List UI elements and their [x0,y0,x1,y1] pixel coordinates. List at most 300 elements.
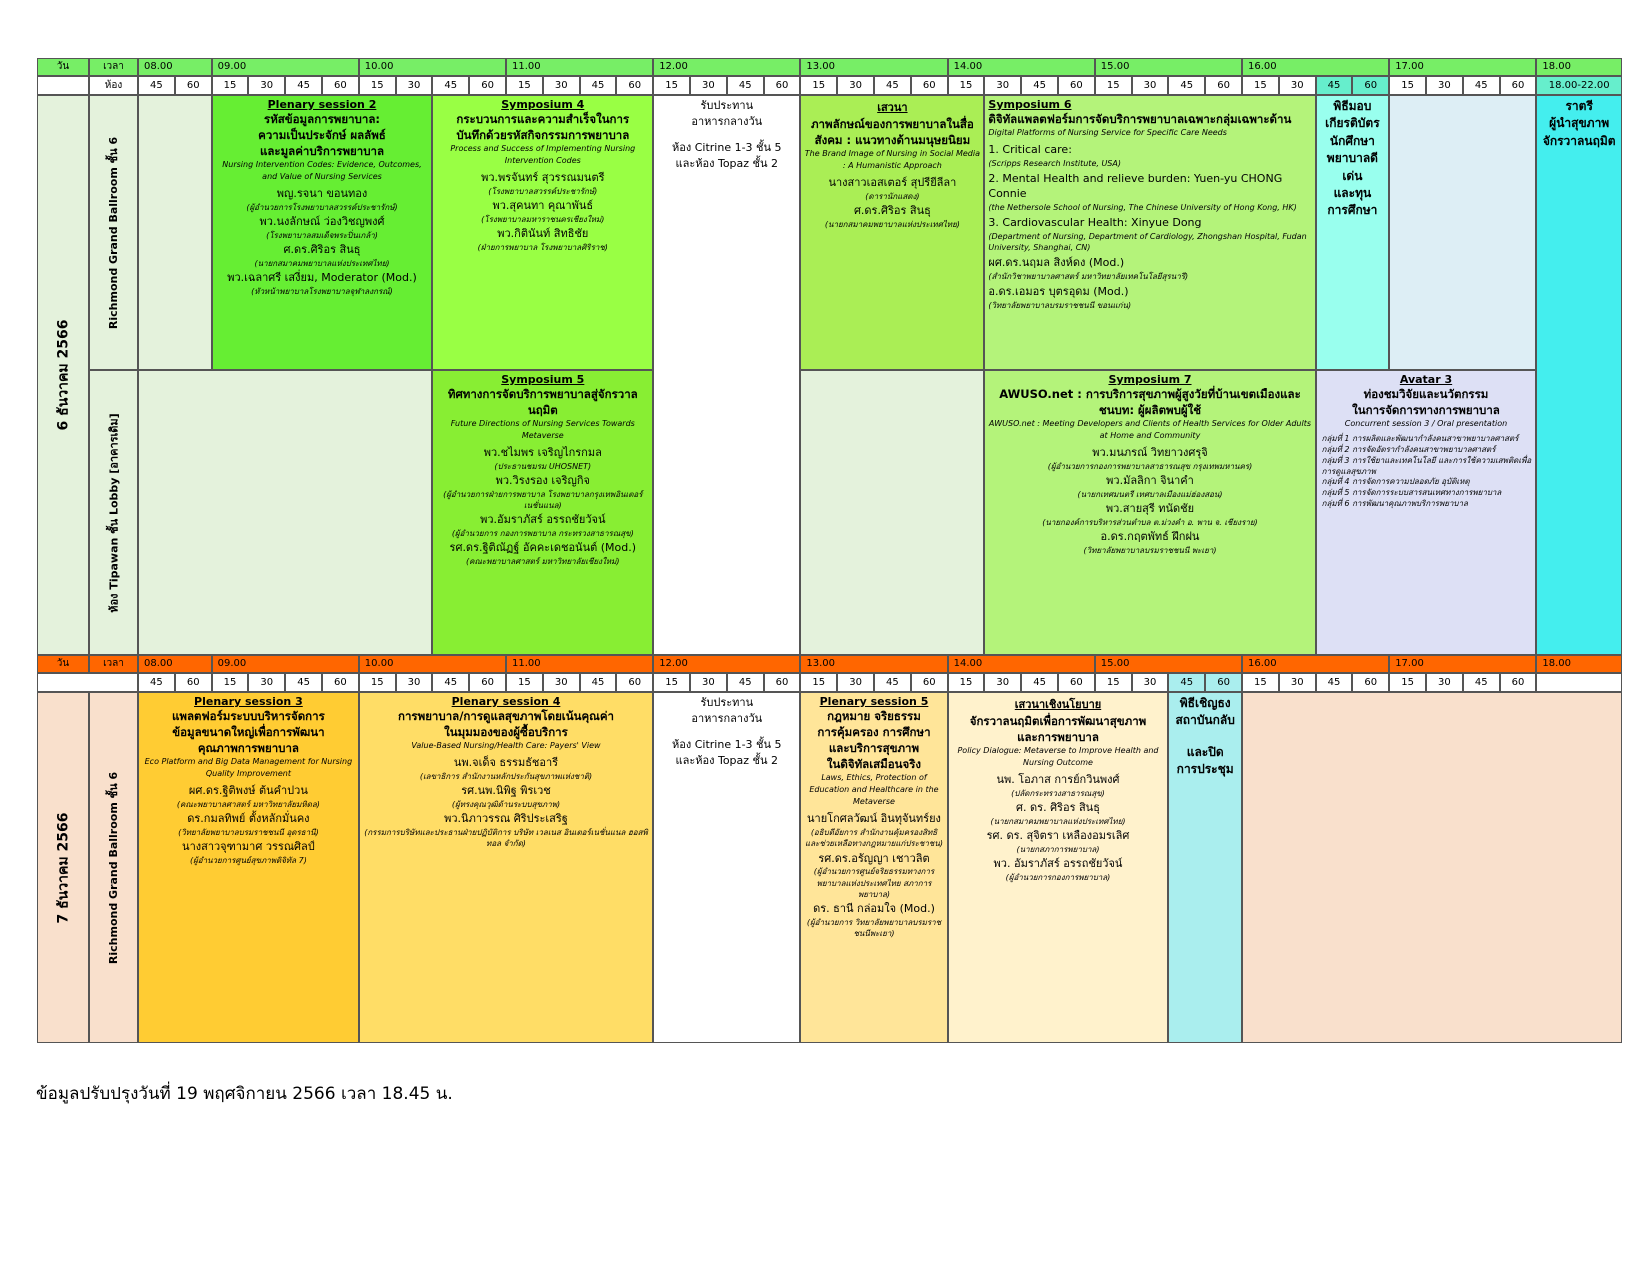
symposium-6 [984,95,1315,370]
minute-cell [1168,673,1205,692]
session-thai-title: ในมุมมองของผู้ซื้อบริการ [444,725,568,740]
speaker-affiliation: (นายกองค์การบริหารส่วนตำบล ต.ม่วงคำ อ. พาน จ. เชียงราย) [1042,518,1258,528]
lunch-day1 [653,95,800,655]
speaker-affiliation: (ผู้อำนวยการโรงพยาบาลสวรรค์ประชารักษ์) [246,203,398,213]
minute-cell [1352,76,1389,95]
minute-label: 60 [1364,676,1378,688]
speaker-affiliation: (สำนักวิชาพยาบาลศาสตร์ มหาวิทยาลัยเทคโนโลยีสุรนารี) [988,272,1189,282]
minute-cell [1463,673,1500,692]
lunch-text: อาหารกลางวัน [691,711,763,725]
minute-cell [1279,76,1316,95]
minute-label: 30 [1143,676,1157,688]
hour-label: 13.00 [806,61,836,72]
minute-cell [1279,673,1316,692]
oral-group: กลุ่มที่ 3 การใช้ยาและเทคโนโลยี และการใช้ความเสพติดเพื่อการดูแลสุขภาพ [1321,455,1532,476]
session-thai-title: รหัสข้อมูลการพยาบาล: [264,112,380,126]
session-thai-title: ข้อมูลขนาดใหญ่เพื่อการพัฒนา [172,725,325,740]
award-text: นักศึกษา [1329,133,1375,148]
lunch-day2 [653,692,800,1043]
speaker-name: พว.นิภาวรรณ ศิริประเสริฐ [444,812,568,826]
minute-cell [580,76,617,95]
empty-slot [138,370,432,655]
minute-label: 45 [738,79,752,91]
hour-label: 10.00 [364,61,394,72]
minute-label: 30 [407,676,421,688]
minute-label: 15 [959,79,973,91]
hour-cell [800,655,947,673]
hour-cell [948,655,1095,673]
minute-cell [1095,76,1132,95]
lunch-text: อาหารกลางวัน [691,114,763,128]
minute-cell [359,673,396,692]
speaker-name: 1. Critical care: [988,143,1072,157]
minute-cell [690,76,727,95]
hour-label: 16.00 [1248,658,1277,669]
minute-label: 45 [738,676,752,688]
minute-label: 60 [628,676,642,688]
minute-cell [138,76,175,95]
minute-label: 15 [812,79,826,91]
day1-room2 [89,370,138,655]
session-thai-title: สังคม : แนวทางด้านมนุษยนิยม [814,133,971,148]
hour-cell [948,58,1095,76]
plenary-session-3 [138,692,359,1043]
evening-slot-label: 18.00-22.00 [1548,79,1610,91]
empty-slot [1389,95,1536,370]
minute-cell [616,76,653,95]
hour-label: 12.00 [659,658,688,669]
minute-cell [1132,76,1169,95]
minute-cell [1316,673,1353,692]
minute-label: 15 [370,79,384,91]
room-label: ห้อง [104,79,123,91]
minute-cell [248,76,285,95]
lunch-room: ห้อง Citrine 1-3 ชั้น 5 [672,737,782,751]
empty-slot [1242,692,1622,1043]
award-text: เกียรติบัตร [1325,116,1380,131]
session-english-title: Process and Success of Implementing Nursing Intervention Codes [450,144,636,166]
speaker-affiliation: (ผู้อำนวยการกองการพยาบาล) [1005,873,1111,883]
session-thai-title: ในการจัดการทางการพยาบาล [1352,403,1500,418]
minute-label: 45 [297,676,310,688]
speaker-affiliation: (ผู้อำนวยการกองการพยาบาลสาธารณสุข กรุงเทพมหานคร) [1047,462,1253,472]
minute-label: 30 [996,676,1010,688]
minute-cell [984,673,1021,692]
minute-label: 60 [1070,79,1083,91]
session-thai-title: ภาพลักษณ์ของการพยาบาลในสื่อ [810,117,974,131]
policy-dialogue [948,692,1169,1043]
hour-cell [653,655,800,673]
lunch-text: รับประทาน [700,696,754,709]
minute-label: 60 [1364,79,1378,91]
speaker-affiliation: (นายกสมาคมพยาบาลแห่งประเทศไทย) [824,220,960,230]
session-title: Plenary session 5 [819,695,929,708]
minute-cell [432,673,469,692]
empty-slot [138,95,212,370]
minute-label: 60 [186,79,200,91]
minute-cell [1500,673,1537,692]
minute-cell [984,76,1021,95]
minute-cell [469,673,506,692]
minute-cell [543,673,580,692]
plenary-session-5 [800,692,947,1043]
day-label: วัน [56,658,70,669]
speaker-name: พว.สุคนทา คุณาพันธ์ [492,199,594,213]
hour-cell [138,655,212,673]
minute-cell [432,76,469,95]
hour-label: 17.00 [1395,658,1424,669]
minute-label: 45 [591,79,605,91]
minute-label: 30 [702,79,715,91]
minute-cell [1205,76,1242,95]
closing-text: พิธีเชิญธง [1179,696,1231,710]
hour-label: 08.00 [144,658,173,669]
minute-cell [359,76,396,95]
speaker-name: ดร. ธานี กล่อมใจ (Mod.) [813,902,935,915]
minute-label: 60 [481,79,494,91]
session-thai-title: กฎหมาย จริยธรรม [827,709,921,723]
session-title: Plenary session 4 [451,695,561,708]
header-blank [1536,673,1622,692]
day2-date: 7 ธันวาคม 2566 [55,812,72,923]
session-english-title: Laws, Ethics, Protection of Education and Healthcare in the Metaverse [809,773,939,807]
speaker-affiliation: (นายกสมาคมพยาบาลแห่งประเทศไทย) [254,259,390,269]
header-day-label [37,655,89,673]
session-thai-title: บันทึกด้วยรหัสกิจกรรมการพยาบาล [456,128,630,143]
minute-cell [837,673,874,692]
minute-label: 45 [1180,79,1194,91]
session-english-title: Concurrent session 3 / Oral presentation [1344,419,1508,429]
dinner-text: ผู้นำสุขภาพ [1549,116,1610,131]
award-ceremony [1316,95,1390,370]
session-thai-title: คุณภาพการพยาบาล [197,741,299,756]
minute-cell [874,76,911,95]
minute-cell [1426,673,1463,692]
speaker-affiliation: (ฝ่ายการพยาบาล โรงพยาบาลศิริราช) [477,243,608,253]
session-thai-title: AWUSO.net : การบริการสุขภาพผู้สูงวัยที่บ้านเขตเมืองและ [999,387,1301,401]
speaker-affiliation: (เลขาธิการ สำนักงานหลักประกันสุขภาพแห่งชาติ) [419,772,593,782]
minute-label: 30 [1143,79,1157,91]
minute-cell [1463,76,1500,95]
closing-text: และปิด [1186,744,1224,759]
minute-cell [874,673,911,692]
speaker-affiliation: (นายกเทศมนตรี เทศบาลเมืองแม่ฮ่องสอน) [1077,490,1223,500]
speaker-affiliation: (ผู้ทรงคุณวุฒิด้านระบบสุขภาพ) [451,800,561,810]
speaker-affiliation: (Department of Nursing, Department of Cardiology, Zhongshan Hospital, Fudan University, Shanghai, CN) [988,231,1307,253]
minute-cell [506,673,543,692]
minute-label: 30 [260,79,274,91]
minute-label: 60 [1070,676,1083,688]
oral-group: กลุ่มที่ 4 การจัดการความปลอดภัย อุบัติเหตุ [1321,477,1470,487]
lunch-room: และห้อง Topaz ชั้น 2 [675,156,779,170]
session-thai-title: ทิศทางการจัดบริการพยาบาลสู่จักรวาล [447,387,638,401]
minute-cell [1168,76,1205,95]
room-name: ห้อง Tipawan ชั้น Lobby [อาคารเดิม] [107,412,121,613]
session-thai-title: ท่องชมวิจัยและนวัตกรรม [1363,387,1489,401]
header-day-label [37,58,89,76]
session-title: Plenary session 2 [267,98,377,111]
session-english-title: Value-Based Nursing/Health Care: Payers' View [411,741,601,751]
minute-label: 15 [1401,79,1414,91]
minute-label: 45 [444,676,458,688]
minute-cell [1205,673,1242,692]
speaker-name: ศ.ดร.ศิริอร สินธุ [853,204,931,218]
minute-label: 30 [1290,676,1304,688]
hour-label: 17.00 [1395,61,1424,72]
minute-cell [948,673,985,692]
minute-cell [322,673,359,692]
minute-label: 45 [297,79,310,91]
speaker-name: ผศ.ดร.ฐิติพงษ์ ต้นคำปวน [188,784,308,798]
session-title: เสวนาเชิงนโยบาย [1014,698,1102,711]
speaker-affiliation: (หัวหน้าพยาบาลโรงพยาบาลจุฬาลงกรณ์) [251,287,393,297]
speaker-affiliation: (โรงพยาบาลสมเด็จพระปิ่นเกล้า) [266,231,378,241]
minute-cell [653,673,690,692]
minute-cell [1132,673,1169,692]
hour-cell [359,58,506,76]
hour-cell [1389,58,1536,76]
speaker-name: พว.วิรงรอง เจริญกิจ [495,474,590,488]
minute-label: 15 [223,676,237,688]
hour-label: 15.00 [1100,61,1130,72]
speaker-affiliation: (นายกสมาคมพยาบาลแห่งประเทศไทย) [990,817,1126,827]
session-title: Symposium 5 [501,373,585,386]
hour-label: 10.00 [364,658,394,669]
header-time-label [89,655,138,673]
speaker-affiliation: (คณะพยาบาลศาสตร์ มหาวิทยาลัยมหิดล) [176,800,320,810]
minute-label: 45 [1474,676,1488,688]
minute-label: 45 [886,79,899,91]
day-label: วัน [56,61,70,72]
day1-date-cell [37,95,89,655]
session-title: Symposium 6 [988,98,1072,111]
award-text: พิธีมอบ [1333,99,1372,113]
minute-label: 15 [518,676,531,688]
lunch-room: ห้อง Citrine 1-3 ชั้น 5 [672,140,782,154]
minute-cell [764,76,801,95]
speaker-name: พว.นงลักษณ์ ว่องวิชญพงศ์ [259,215,385,229]
minute-label: 30 [1290,79,1304,91]
minute-label: 45 [886,676,899,688]
session-thai-title: การคุ้มครอง การศึกษา [817,725,931,740]
minute-label: 30 [554,79,568,91]
closing-text: การประชุม [1176,762,1234,777]
oral-group: กลุ่มที่ 2 การจัดอัตรากำลังคนสาขาพยาบาลศาสตร์ [1321,444,1496,454]
minute-cell [837,76,874,95]
oral-group: กลุ่มที่ 6 การพัฒนาคุณภาพบริการพยาบาล [1321,498,1468,508]
hour-cell [212,58,359,76]
minute-label: 45 [1033,79,1046,91]
minute-label: 30 [260,676,274,688]
minute-label: 30 [554,676,568,688]
hour-cell [1242,655,1389,673]
hour-label: 14.00 [953,61,983,72]
minute-cell [1058,76,1095,95]
minute-cell [653,76,690,95]
hour-label: 12.00 [659,61,688,72]
minute-cell [285,673,322,692]
minute-cell [396,76,433,95]
speaker-affiliation: (กรรมการบริษัทและประธานฝ่ายปฏิบัติการ บริษัท เวลเนส อินเตอร์เนชั่นแนล ฮอสพิทอล จำกัด) [364,828,648,849]
header-room-label [89,76,138,95]
speaker-name: รศ.ดร.ฐิติณัฏฐ์ อัคคะเดชอนันต์ (Mod.) [449,541,637,555]
minute-label: 15 [959,676,973,688]
hour-label: 16.00 [1248,61,1277,72]
lunch-room: และห้อง Topaz ชั้น 2 [675,753,779,767]
session-english-title: Eco Platform and Big Data Management for Nursing Quality Improvement [144,757,353,779]
speaker-affiliation: (โรงพยาบาลมหาราชนครเชียงใหม่) [481,215,605,225]
session-thai-title: ชนบท: ผู้ผลิตพบผู้ใช้ [1098,403,1202,418]
speaker-name: ศ. ดร. ศิริอร สินธุ [1016,801,1100,815]
minute-label: 45 [150,79,163,91]
minute-cell [1426,76,1463,95]
minute-cell [1242,673,1279,692]
speaker-affiliation: (วิทยาลัยพยาบาลบรมราชชนนี พะเยา) [1083,546,1217,556]
hour-label: 11.00 [512,658,541,669]
speaker-name: ดร.กมลทิพย์ ตั้งหลักมั่นคง [187,812,310,826]
minute-label: 60 [1511,676,1525,688]
session-thai-title: ในดิจิทัลเสมือนจริง [826,757,922,772]
speaker-affiliation: (ผู้อำนวยการศูนย์สุขภาพดิจิทัล 7) [189,856,307,866]
minute-cell [800,76,837,95]
speaker-name: พว.อัมราภัสร์ อรรถชัยวัจน์ [480,513,606,527]
minute-cell [396,673,433,692]
closing-ceremony [1168,692,1242,1043]
speaker-affiliation: (ดารานักแสดง) [865,192,920,202]
session-title: เสวนา [877,101,908,114]
minute-cell [1389,76,1426,95]
hour-cell [1536,58,1622,76]
minute-label: 60 [334,676,347,688]
session-english-title: The Brand Image of Nursing in Social Media : A Humanistic Approach [804,149,980,171]
session-title: Symposium 4 [501,98,585,111]
hour-cell [1389,655,1536,673]
minute-label: 30 [849,79,862,91]
minute-label: 45 [1327,79,1341,91]
time-label: เวลา [103,61,124,72]
speaker-affiliation: (นายกสภาการพยาบาล) [1016,845,1100,855]
oral-group: กลุ่มที่ 1 การผลิตและพัฒนากำลังคนสาขาพยาบาลศาสตร์ [1321,434,1519,444]
minute-cell [1389,673,1426,692]
minute-label: 60 [1217,79,1230,91]
award-text: พยาบาลดีเด่น [1326,151,1378,183]
minute-cell [506,76,543,95]
minute-cell [543,76,580,95]
empty-slot [800,370,984,655]
minute-label: 15 [1254,79,1267,91]
hour-label: 08.00 [144,61,173,72]
day1-date: 6 ธันวาคม 2566 [55,319,72,431]
minute-cell [1500,76,1537,95]
session-title: Symposium 7 [1108,373,1192,386]
hour-cell [1536,655,1622,673]
speaker-name: นายโกศลวัฒน์ อินทุจันทร์ยง [807,812,941,826]
session-thai-title: แพลตฟอร์มระบบบริหารจัดการ [172,709,325,723]
header-time-label [89,58,138,76]
symposium-4 [432,95,653,370]
minute-cell [948,76,985,95]
speaker-affiliation: (ประธานชมรม UHOSNET) [494,462,592,472]
minute-label: 60 [1217,676,1230,688]
hour-label: 09.00 [217,658,247,669]
minute-cell [469,76,506,95]
minute-label: 60 [334,79,347,91]
speaker-name: พว.เฉลาศรี เสงี่ยม, Moderator (Mod.) [227,271,417,285]
minute-cell [1095,673,1132,692]
hour-cell [1095,58,1242,76]
minute-cell [727,673,764,692]
speaker-name: ผศ.ดร.นฤมล สิงห์ดง (Mod.) [988,256,1125,270]
speaker-affiliation: (Scripps Research Institute, USA) [988,158,1121,168]
hour-cell [653,58,800,76]
hour-cell [1242,58,1389,76]
minute-cell [1021,76,1058,95]
hour-cell [506,655,653,673]
slot-evening [1536,76,1622,95]
speaker-name: พว.มนภรณ์ วิทยาวงศรุจิ [1092,446,1208,460]
speaker-name: รศ.ดร.อรัญญา เชาวลิต [818,851,930,865]
speaker-name: 2. Mental Health and relieve burden: Yuen-yu CHONG Connie [988,172,1283,200]
dinner-text: จักรวาลนฤมิต [1542,133,1616,148]
room-name: Richmond Grand Ballroom ชั้น 6 [107,136,121,329]
speaker-affiliation: (วิทยาลัยพยาบาลบรมราชชนนี อุดรธานี) [178,828,319,838]
dinner-text: ราตรี [1565,99,1593,113]
minute-label: 45 [1033,676,1046,688]
speaker-affiliation: (ผู้อำนวยการ กองการพยาบาล กระทรวงสาธารณสุข) [451,529,634,539]
session-title: Avatar 3 [1399,373,1453,386]
minute-cell [285,76,322,95]
minute-cell [1021,673,1058,692]
minute-cell [800,673,837,692]
minute-label: 15 [223,79,237,91]
header-blank [37,673,138,692]
closing-text: สถาบันกลับ [1175,713,1235,728]
minute-cell [138,673,175,692]
speaker-name: 3. Cardiovascular Health: Xinyue Dong [988,216,1202,229]
minute-cell [175,673,212,692]
hour-label: 14.00 [953,658,983,669]
speaker-name: รศ.นพ.นิพิฐ พิรเวช [461,784,551,798]
hour-cell [800,58,947,76]
session-thai-title: นฤมิต [527,403,558,418]
speaker-name: พว. อัมราภัสร์ อรรถชัยวัจน์ [993,857,1123,871]
minute-cell [616,673,653,692]
session-english-title: Policy Dialogue: Metaverse to Improve Health and Nursing Outcome [957,746,1159,768]
minute-label: 15 [518,79,531,91]
speaker-name: นางสาวจุฑามาศ วรรณศิลป์ [182,840,315,854]
session-english-title: Digital Platforms of Nursing Service for Specific Care Needs [988,128,1227,138]
hour-cell [506,58,653,76]
room-name: Richmond Grand Ballroom ชั้น 6 [107,771,121,964]
minute-cell [1352,673,1389,692]
seminar-brand-image [800,95,984,370]
minute-label: 15 [1254,676,1267,688]
day1-room1 [89,95,138,370]
minute-label: 30 [702,676,715,688]
speaker-name: อ.ดร.เอมอร บุตรอุดม (Mod.) [988,285,1129,299]
symposium-7 [984,370,1315,655]
hour-label: 18.00 [1542,658,1572,669]
minute-label: 15 [665,79,678,91]
minute-label: 15 [1401,676,1414,688]
minute-cell [212,673,249,692]
session-thai-title: และการพยาบาล [1017,730,1099,745]
oral-group: กลุ่มที่ 5 การจัดการระบบสารสนเทศทางการพยาบาล [1321,488,1502,498]
minute-label: 60 [481,676,494,688]
minute-cell [212,76,249,95]
plenary-session-4 [359,692,653,1043]
hour-cell [212,655,359,673]
